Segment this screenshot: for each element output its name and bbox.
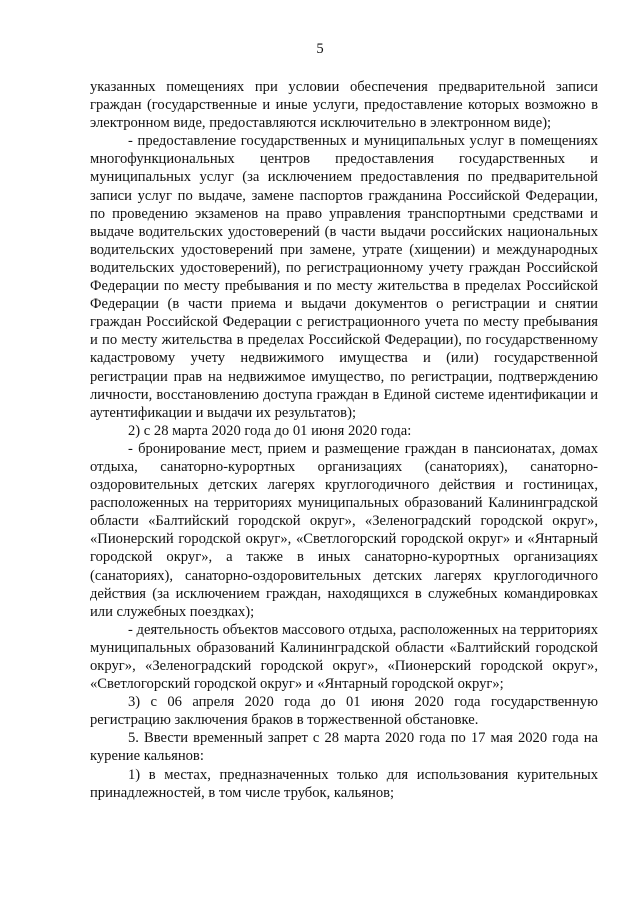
paragraph-section-5: 5. Ввести временный запрет с 28 марта 2020 года по 17 мая 2020 года на курение кальянов: bbox=[90, 730, 598, 765]
paragraph-booking-ban: - бронирование мест, прием и размещение граждан в пансионатах, домах отдыха, санаторно-курортных организациях (санаториях), санаторно-оздоровительных детских лагерях круглогодичного действия и гостиницах, расположенных на территориях муниципальных образований Калининградской области «Балтийский городской округ», «Зеленоградский городской округ», «Пионерский городской округ», «Светлогорский городской округ» и «Янтарный городской округ», а также в иных санаторно-курортных организациях (санаториях), санаторно-оздоровительных детских лагерях круглогодичного действия (за исключением граждан, находящихся в служебных командировках или служебных поездках); bbox=[90, 440, 598, 620]
paragraph-mfc-services: - предоставление государственных и муниципальных услуг в помещениях многофункциональных центров предоставления государственных и муниципальных услуг (за исключением предоставления по предварительной записи услуг по выдаче, замене паспортов гражданина Российской Федерации, по проведению экзаменов на право управления транспортными средствами и выдаче водительских удостоверений (в части выдачи российских национальных водительских удостоверений при замене, утрате (хищении) и международных водительских удостоверений), по регистрационному учету граждан Российской Федерации по месту пребывания и по месту жительства в пределах Российской Федерации (в части приема и выдачи документов о регистрации и снятии граждан Российской Федерации с регистрационного учета по месту пребывания и по месту жительства в пределах Российской Федерации), по государственному кадастровому учету недвижимого имущества и (или) государственной регистрации прав на недвижимое имущество, по регистрации, подтверждению личности, восстановлению доступа граждан в Единой системе идентификации и аутентификации и выдачи их результатов); bbox=[90, 133, 598, 421]
paragraph-item-2: 2) с 28 марта 2020 года до 01 июня 2020 года: bbox=[128, 422, 412, 439]
paragraph-mass-recreation: - деятельность объектов массового отдыха, расположенных на территориях муниципальных образований Калининградской области «Балтийский городской округ», «Зеленоградский городской округ», «Пионерский городской округ», «Светлогорский городской округ» и «Янтарный городской округ»; bbox=[90, 621, 598, 693]
paragraph-item-3: 3) с 06 апреля 2020 года до 01 июня 2020 года государственную регистрацию заключения браков в торжественной обстановке. bbox=[90, 694, 598, 729]
paragraph-item-5-1: 1) в местах, предназначенных только для использования курительных принадлежностей, в том числе трубок, кальянов; bbox=[90, 766, 598, 801]
document-body bbox=[90, 78, 598, 802]
paragraph-continuation: указанных помещениях при условии обеспечения предварительной записи граждан (государственные и иные услуги, предоставление которых возможно в электронном виде, предоставляются исключительно в электронном виде); bbox=[90, 79, 598, 132]
page-number: 5 bbox=[316, 41, 324, 57]
